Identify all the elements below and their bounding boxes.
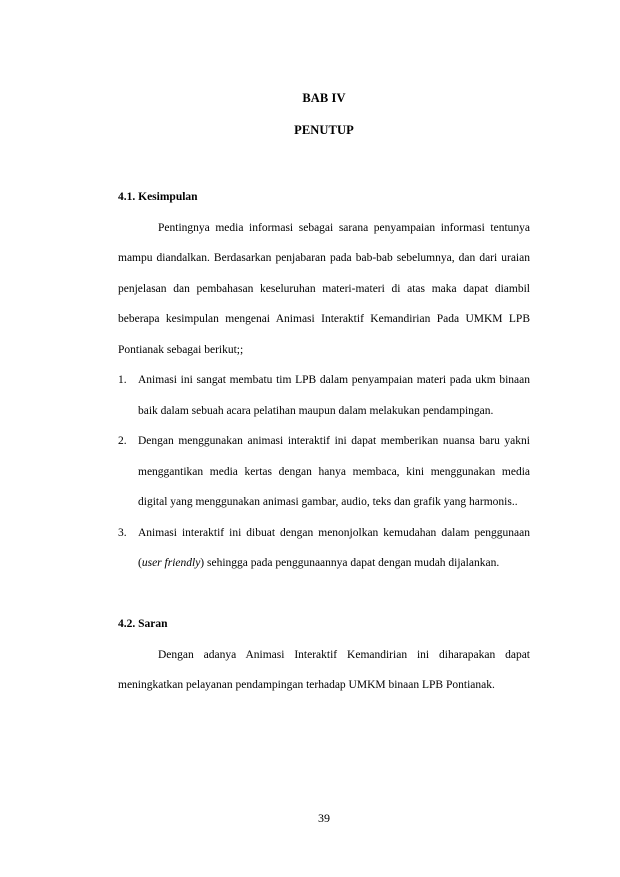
- list-item-text-before: Animasi interaktif ini dibuat dengan menonjolkan kemudahan dalam penggunaan (: [138, 526, 530, 569]
- section-spacer: [118, 579, 530, 610]
- page-number: 39: [318, 811, 330, 825]
- list-item-number: 1.: [118, 374, 127, 386]
- chapter-title: PENUTUP: [294, 123, 354, 137]
- conclusion-intro-paragraph: Pentingnya media informasi sebagai sarana penyampaian informasi tentunya mampu diandalkan. Berdasarkan penjabaran pada bab-bab sebelumnya, dan dari uraian penjelasan dan pembahasan keseluruhan materi-materi di atas maka dapat diambil beberapa kesimpulan mengenai Animasi Interaktif Kemandirian Pada UMKM LPB Pontianak sebagai berikut;;: [118, 221, 530, 356]
- conclusion-list: [118, 365, 530, 579]
- chapter-content: [118, 182, 530, 701]
- list-item-text-after: ) sehingga pada penggunaannya dapat dengan mudah dijalankan.: [200, 557, 500, 569]
- list-item-number: 2.: [118, 435, 127, 447]
- list-item-number: 3.: [118, 526, 127, 539]
- section-heading-suggestion: 4.2. Saran: [118, 618, 168, 630]
- list-item-text: Dengan menggunakan animasi interaktif ini dapat memberikan nuansa baru yakni menggantikan media kertas dengan hanya membaca, kini menggunakan media digital yang menggunakan animasi gambar, audio, teks dan grafik yang harmonis..: [138, 435, 530, 508]
- list-item-text: Animasi ini sangat membatu tim LPB dalam penyampaian materi pada ukm binaan baik dalam sebuah acara pelatihan maupun dalam melakukan pendampingan.: [138, 374, 530, 417]
- list-item: [118, 518, 530, 579]
- list-item: [118, 365, 530, 426]
- list-item-italic-term: user friendly: [141, 557, 201, 569]
- list-item: [118, 426, 530, 518]
- section-heading-conclusion: 4.1. Kesimpulan: [118, 191, 198, 203]
- suggestion-paragraph: Dengan adanya Animasi Interaktif Kemandirian ini diharapakan dapat meningkatkan pelayanan pendampingan terhadap UMKM binaan LPB Pontianak.: [118, 648, 530, 691]
- chapter-number: BAB IV: [302, 91, 346, 105]
